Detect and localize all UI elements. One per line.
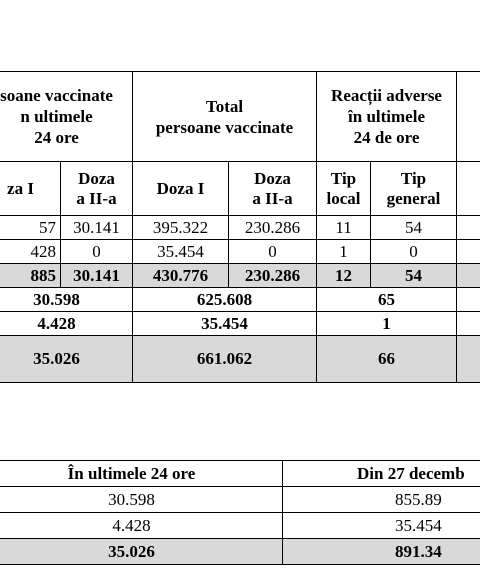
summary-header-since: Din 27 decemb (283, 461, 480, 487)
table-cell: 625.608 (133, 288, 317, 312)
table-cell: 35.454 (133, 240, 229, 264)
table-cell: 35.026 (0, 336, 133, 383)
subheader-dose1: za I (0, 162, 61, 216)
summary-header-24h: În ultimele 24 ore (0, 461, 283, 487)
table-cell: 0 (371, 240, 457, 264)
header-cut (457, 72, 480, 162)
table-cell: 35.454 (283, 513, 480, 539)
table-cell (457, 288, 480, 312)
table-cell (457, 240, 480, 264)
table-cell: 11 (317, 216, 371, 240)
table-cell: 230.286 (229, 216, 317, 240)
table-cell: 0 (229, 240, 317, 264)
table-cell: 1 (317, 240, 371, 264)
subheader-dose2: Doza a II-a (61, 162, 133, 216)
table-cell: 0 (61, 240, 133, 264)
table-cell: 4.428 (0, 513, 283, 539)
table-cell: 855.89 (283, 487, 480, 513)
table-cell (457, 336, 480, 383)
table-cell: 885 (0, 264, 61, 288)
header-vaccinated-24h: soane vaccinate n ultimele 24 ore (0, 72, 133, 162)
table-cell (457, 264, 480, 288)
table-cell: 30.598 (0, 487, 283, 513)
table-cell: 30.141 (61, 264, 133, 288)
header-total-vaccinated: Total persoane vaccinate (133, 72, 317, 162)
table-cell (457, 216, 480, 240)
table-cell: 66 (317, 336, 457, 383)
table-cell: 12 (317, 264, 371, 288)
subheader-local: Tip local (317, 162, 371, 216)
table-cell (457, 312, 480, 336)
header-adverse-reactions: Reacții adverse în ultimele 24 de ore (317, 72, 457, 162)
table-cell: 891.34 (283, 539, 480, 565)
table-cell: 4.428 (0, 312, 133, 336)
table-cell: 30.598 (0, 288, 133, 312)
summary-table (0, 460, 480, 565)
table-cell: 65 (317, 288, 457, 312)
table-cell: 430.776 (133, 264, 229, 288)
table-cell: 428 (0, 240, 61, 264)
table-cell: 35.026 (0, 539, 283, 565)
table-cell: 57 (0, 216, 61, 240)
table-cell: 230.286 (229, 264, 317, 288)
subheader-cut (457, 162, 480, 216)
table-cell: 395.322 (133, 216, 229, 240)
subheader-general: Tip general (371, 162, 457, 216)
table-cell: 54 (371, 264, 457, 288)
table-cell: 30.141 (61, 216, 133, 240)
table-cell: 54 (371, 216, 457, 240)
table-cell: 1 (317, 312, 457, 336)
vaccination-table (0, 71, 480, 383)
table-cell: 35.454 (133, 312, 317, 336)
subheader-total-dose2: Doza a II-a (229, 162, 317, 216)
subheader-total-dose1: Doza I (133, 162, 229, 216)
table-cell: 661.062 (133, 336, 317, 383)
